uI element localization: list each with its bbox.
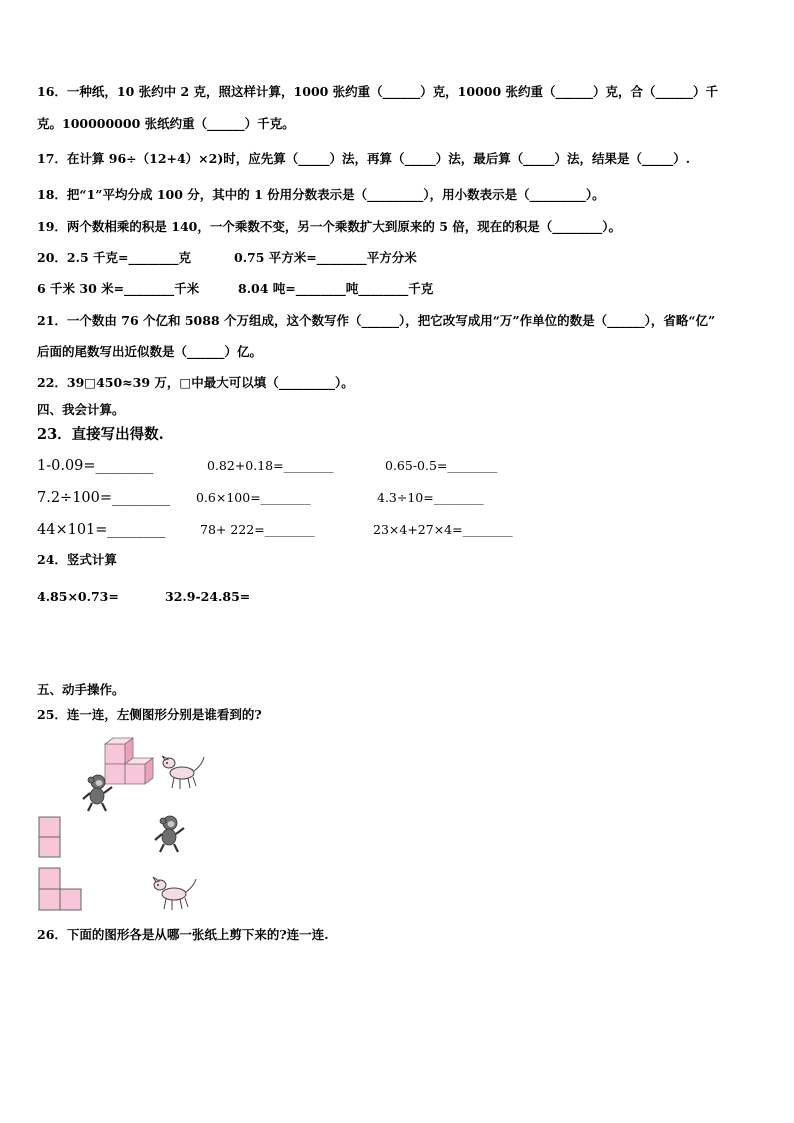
q23-calc-1: 1-0.09=________ [37,458,154,474]
section-5-heading: 五、动手操作。 [37,682,125,697]
q17-line: 17．在计算 96÷（12+4）×2)时，应先算（_____）法，再算（_____）法，最后算（_____）法，结果是（_____）. [37,151,691,166]
q23-calc-6: 4.3÷10=________ [377,490,484,505]
q23-calc-8: 78+ 222=________ [200,522,315,537]
q24-calc-1: 4.85×0.73= [37,589,119,604]
q23-heading: 23．直接写出得数. [37,426,164,443]
q16-line1: 16．一种纸，10 张约中 2 克，照这样计算，1000 张约重（______）克，10000 张约重（______）克，合（______）千 [37,84,719,99]
q20-item2: 0.75 平方米=________平方分米 [234,250,417,265]
q23-calc-4: 7.2÷100=________ [37,490,171,506]
view-vertical-two-squares [38,816,62,860]
dog-icon-2 [150,874,200,912]
q20-item3: 6 千米 30 米=________千米 [37,281,200,296]
q22-line: 22．39□450≈39 万，□中最大可以填（_________）。 [37,375,354,390]
monkey-icon-2 [152,814,186,854]
dog-icon [160,753,208,791]
q21-line1: 21．一个数由 76 个亿和 5088 个万组成，这个数写作（______），把它改写成用“万”作单位的数是（______），省略“亿” [37,313,716,328]
q20-item4: 8.04 吨=________吨________千克 [238,281,434,296]
q23-calc-5: 0.6×100=________ [196,490,311,505]
q21-line2: 后面的尾数写出近似数是（______）亿。 [37,344,263,359]
section-4-heading: 四、我会计算。 [37,402,125,417]
q20-item1: 20．2.5 千克=________克 [37,250,191,265]
q18-line: 18．把“1”平均分成 100 分，其中的 1 份用分数表示是（_________），用小数表示是（_________）。 [37,187,605,202]
q23-calc-3: 0.65-0.5=________ [385,458,498,473]
q23-calc-7: 44×101=________ [37,522,166,538]
q24-heading: 24．竖式计算 [37,552,117,567]
q24-calc-2: 32.9-24.85= [165,589,251,604]
q25-heading: 25．连一连，左侧图形分别是谁看到的? [37,707,262,722]
view-l-shape [38,867,84,913]
q26-heading: 26．下面的图形各是从哪一张纸上剪下来的?连一连. [37,927,329,942]
q16-line2: 克。100000000 张纸约重（______）千克。 [37,116,295,131]
monkey-icon [80,773,114,813]
q23-calc-2: 0.82+0.18=________ [207,458,334,473]
q19-line: 19．两个数相乘的积是 140，一个乘数不变，另一个乘数扩大到原来的 5 倍，现在的积是（________）。 [37,219,621,234]
q23-calc-9: 23×4+27×4=________ [373,522,513,537]
